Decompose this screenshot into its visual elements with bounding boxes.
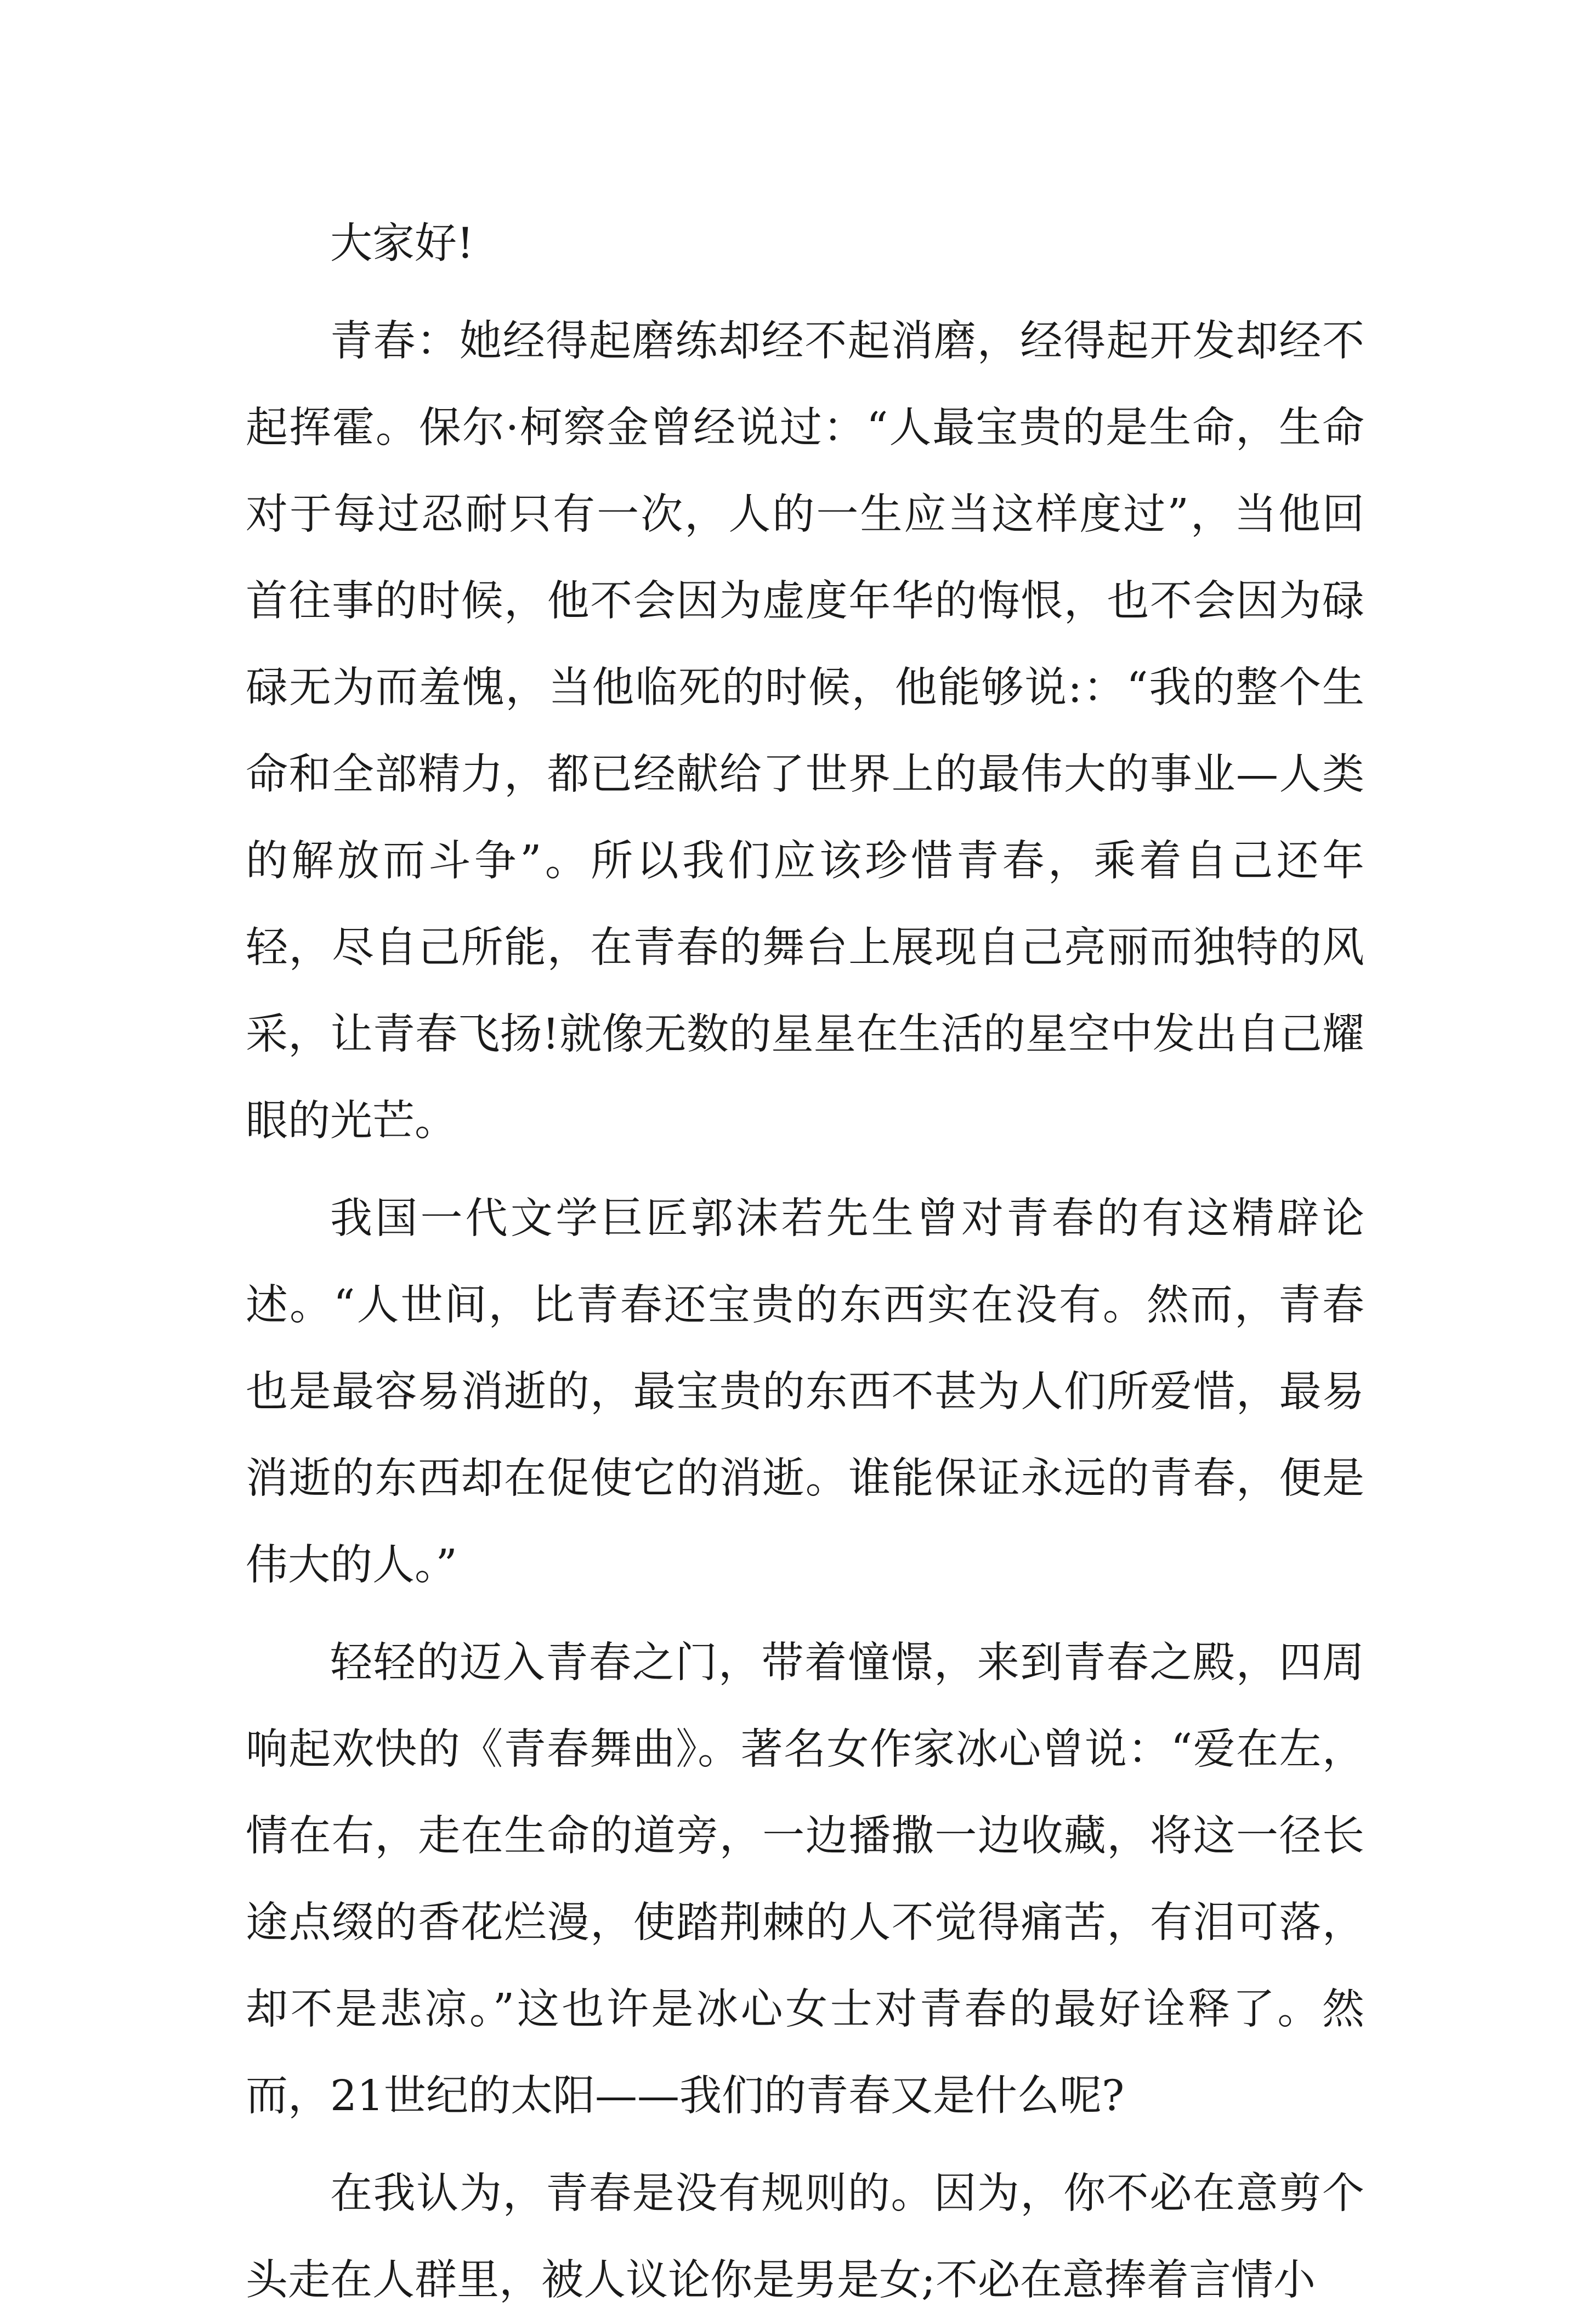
body-paragraph: 轻轻的迈入青春之门，带着憧憬，来到青春之殿，四周响起欢快的《青春舞曲》。著名女作家冰心曾说：“爱在左，情在右，走在生命的道旁，一边播撒一边收藏，将这一径长途点缀的香花烂漫，使踏荆棘的人不觉得痛苦，有泪可落，却不是悲凉。”这也许是冰心女士对青春的最好诠释了。然而，21世纪的太阳——我们的青春又是什么呢? [246,1639,1364,2121]
body-paragraph: 在我认为，青春是没有规则的。因为，你不必在意剪个头走在人群里，被人议论你是男是女;不必在意捧着言情小 [246,2169,1364,2305]
greeting-paragraph: 大家好! [330,219,474,268]
document-body [246,201,1364,2324]
body-paragraph: 我国一代文学巨匠郭沫若先生曾对青春的有这精辟论述。“人世间，比青春还宝贵的东西实在没有。然而，青春也是最容易消逝的，最宝贵的东西不甚为人们所爱惜，最易消逝的东西却在促使它的消逝。谁能保证永远的青春，便是伟大的人。” [246,1194,1364,1590]
body-paragraph: 青春：她经得起磨练却经不起消磨，经得起开发却经不起挥霍。保尔·柯察金曾经说过：“人最宝贵的是生命，生命对于每过忍耐只有一次，人的一生应当这样度过”，当他回首往事的时候，他不会因为虚度年华的悔恨，也不会因为碌碌无为而羞愧，当他临死的时候，他能够说:：“我的整个生命和全部精力，都已经献给了世界上的最伟大的事业—人类的解放而斗争”。所以我们应该珍惜青春，乘着自己还年轻，尽自己所能，在青春的舞台上展现自己亮丽而独特的风采，让青春飞扬!就像无数的星星在生活的星空中发出自己耀眼的光芒。 [246,317,1364,1146]
